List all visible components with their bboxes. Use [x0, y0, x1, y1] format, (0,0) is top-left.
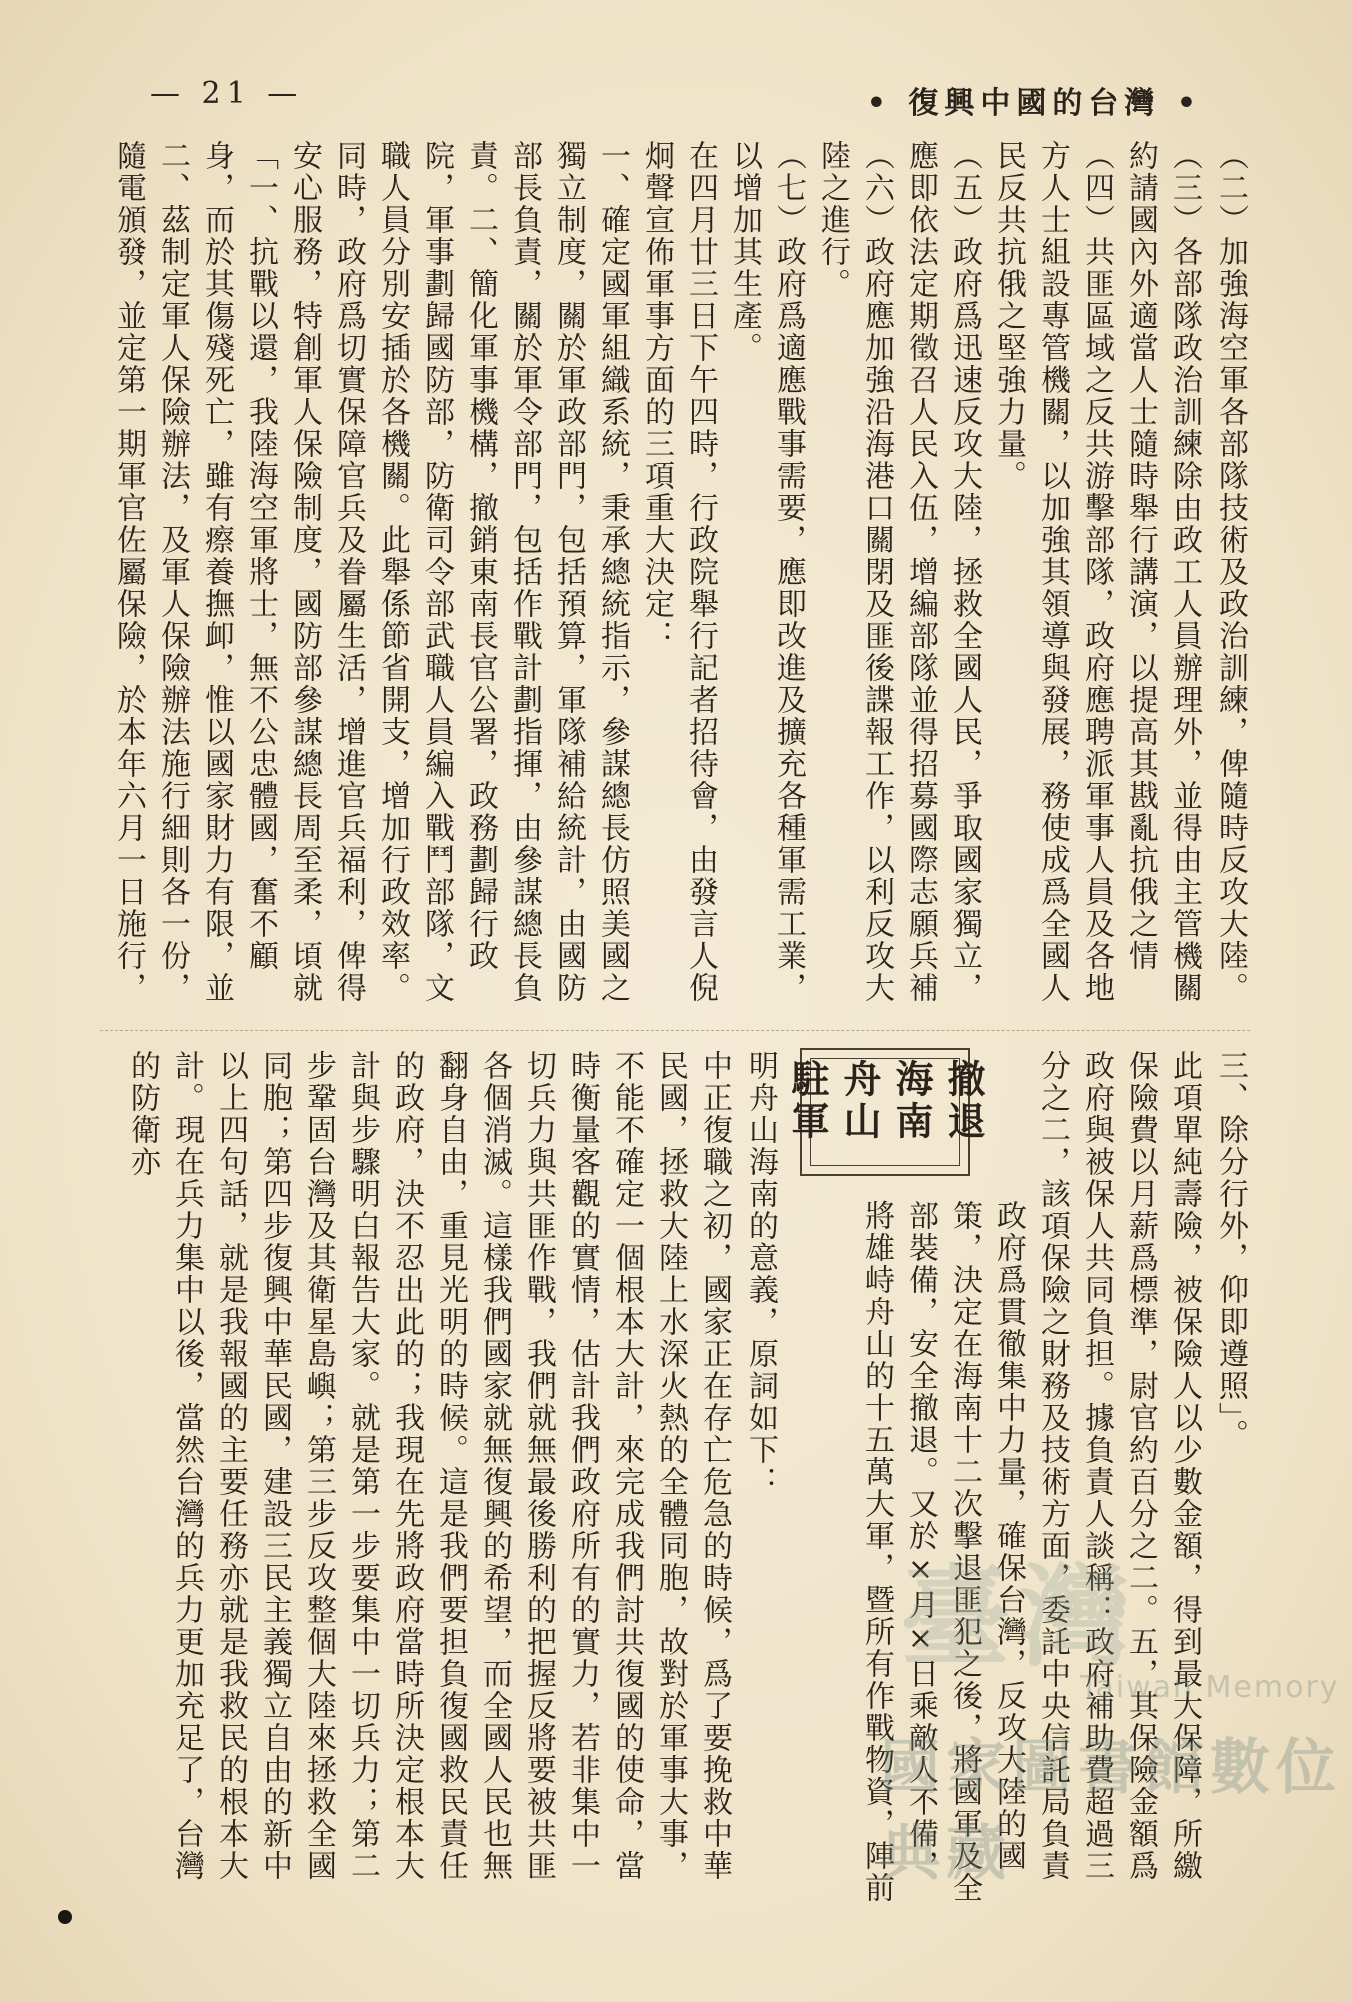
text-column: （三）各部隊政治訓練除由政工人員辦理外，並得由主管機關約請國內外適當人士隨時舉行講演，以提高其戡亂抗俄之情: [1123, 140, 1202, 1004]
text-column: 三、除分行外，仰即遵照」。: [1213, 1050, 1248, 1451]
text-column: 「一、抗戰以還，我陸海空軍將士，無不公忠體國，奮不顧身，而於其傷殘死亡，雖有瘵養撫卹，惟以國家財力有限，並: [199, 140, 278, 1004]
archive-watermark-subtitle: Taiwan Memory: [1080, 1670, 1340, 1705]
text-column: 此項單純壽險，被保險人以少數金額，得到最大保障，所繳保險費以月薪爲標準，尉官約百分之二。五，其保險金額爲政府與被保人共同負担。據負責人談稱：政府補助費超過三分之二，該項保險之財務及技術方面，委託中央信託局負責: [1035, 1050, 1202, 1882]
text-column: 同時，政府爲切實保障官兵及眷屬生活，增進官兵福利，俾得安心服務，特創軍人保險制度，國防部參謀總長周至柔，頃就: [287, 140, 366, 1004]
text-column: 中正復職之初，國家正在存亡危急的時候，爲了要挽救中華民國，拯救大陸上水深火熱的全體同胞，故對於軍事大事，不能不確定一個根本大計，來完成我們討共復國的使命，當時衡量客觀的實情，估計我們政府所有的實力，若非集中一切兵力與共匪作戰，我們就無最後勝利的把握反將要被共匪各個消滅。這樣我們國家就無復興的希望，而全國人民也無翻身自由，重見光明的時候。這是我們要担負復國救民責任的政府，決不忍出此的；我現在先將政府當時所決定根本大計與步驟明白報告大家。就是第一步要集中一切兵力；第二步鞏固台灣及其衛星島嶼；第三步反攻整個大陸來拯救全國同胞；第四步復興中華民國，建設三民主義獨立自由的新中: [257, 1050, 732, 1882]
section-divider: [100, 1030, 1250, 1031]
archive-watermark-logo: 臺灣: [900, 1553, 1140, 1682]
text-column: （五）政府爲迅速反攻大陸，拯救全國人民，爭取國家獨立，應即依法定期徵召人民入伍，增編部隊並得招募國際志願兵補: [903, 140, 982, 1004]
text-column: 二、茲制定軍人保險辦法，及軍人保險辦法施行細則各一份，隨電頒發，並定第一期軍官佐屬保險，於本年六月一日施行，: [111, 140, 190, 1004]
section-heading: 撤退海南舟山駐軍: [785, 1059, 986, 1143]
binding-hole-dot: [58, 1910, 72, 1924]
text-column: 政府爲貫徹集中力量，確保台灣，反攻大陸的國策，決定在海南十二次擊退匪犯之後，將國軍及全部裝備，安全撤退。又於×月×日乘敵人不備，將雄峙舟山的十五萬大軍，暨所有作戰物資，陣前: [859, 1200, 1026, 1904]
section-heading-box: [785, 1048, 986, 1176]
text-column: 明舟山海南的意義，原詞如下：: [743, 1050, 778, 1498]
text-column: 在四月廿三日下午四時，行政院舉行記者招待會，由發言人倪炯聲宣佈軍事方面的三項重大決定：: [639, 140, 718, 1004]
running-title: • 復興中國的台灣 •: [866, 86, 1202, 121]
archive-watermark-text: 國家圖書館數位典藏: [880, 1733, 1342, 1889]
text-column: 一、確定國軍組織系統，秉承總統指示，參謀總長仿照美國之獨立制度，關於軍政部門，包括預算，軍隊補給統計，由國防部長負責，關於軍令部門，包括作戰計劃指揮，由參謀總長負責。二、簡化軍事機構，撤銷東南長官公署，政務劃歸行政院，軍事劃歸國防部，防衛司令部武職人員編入戰鬥部隊，文職人員分別安插於各機關。此舉係節省開支，增加行政效率。: [375, 140, 630, 1004]
text-column: 以上四句話，就是我報國的主要任務亦就是我救民的根本大計。現在兵力集中以後，當然台灣的兵力更加充足了，台灣的防衛亦: [125, 1050, 248, 1882]
text-column: （二）加強海空軍各部隊技術及政治訓練，俾隨時反攻大陸。: [1213, 140, 1248, 1004]
text-column: （七）政府爲適應戰事需要，應即改進及擴充各種軍需工業，以增加其生產。: [727, 140, 806, 1004]
text-column: （六）政府應加強沿海港口關閉及匪後諜報工作，以利反攻大陸之進行。: [815, 140, 894, 1004]
text-column: （四）共匪區域之反共游擊部隊，政府應聘派軍事人員及各地方人士組設專管機關，以加強其領導與發展，務使成爲全國人民反共抗俄之堅強力量。: [991, 140, 1114, 1004]
page-number: — 21 —: [150, 76, 304, 111]
